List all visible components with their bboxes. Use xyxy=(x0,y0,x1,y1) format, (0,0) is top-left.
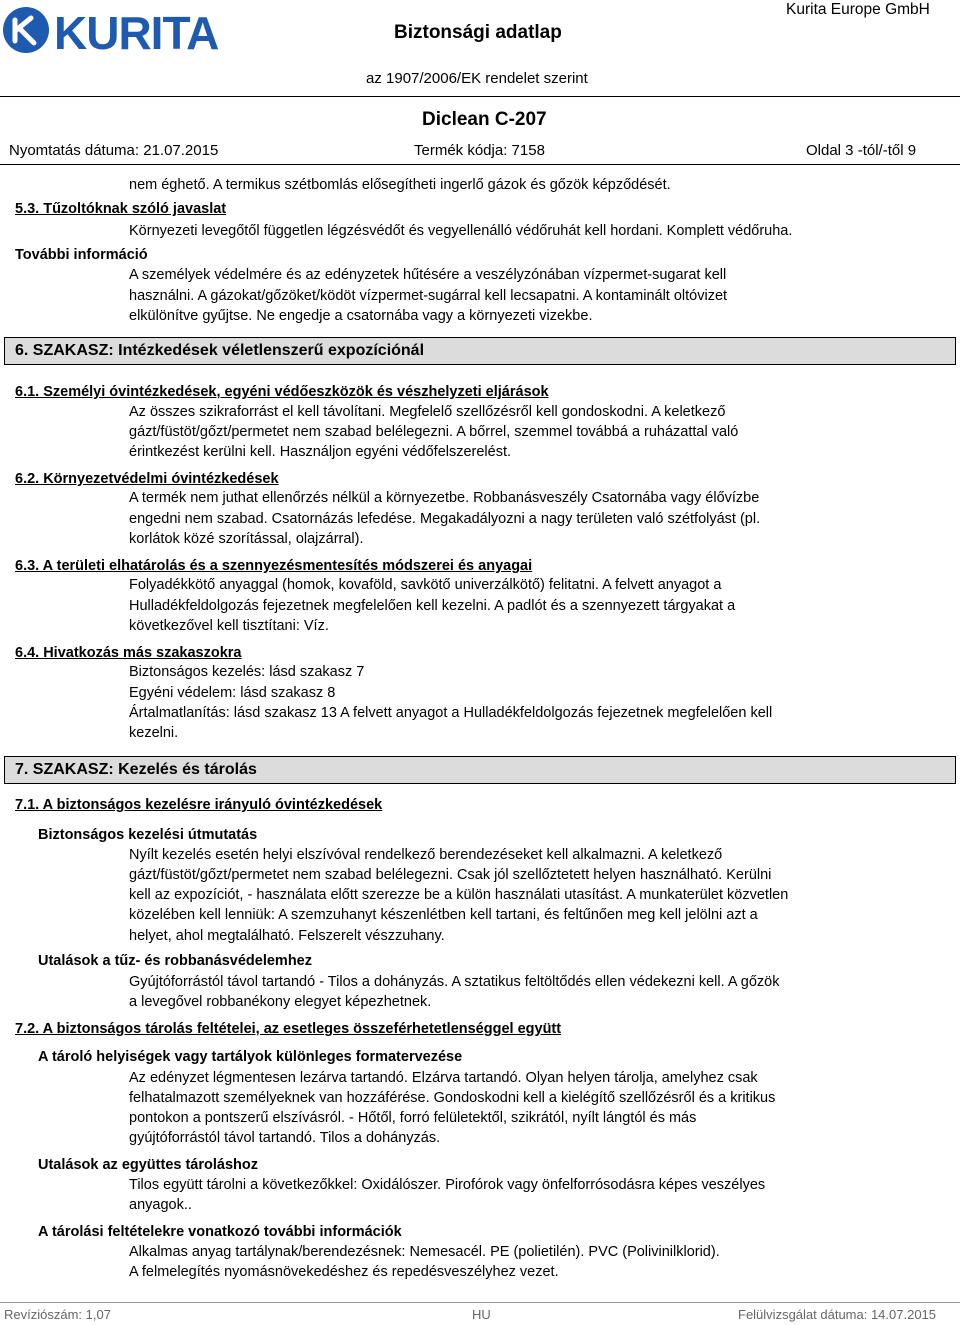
page-number: Oldal 3 -tól/-től 9 xyxy=(806,142,917,159)
s6-1-line: gázt/füstöt/gőzt/permetet nem szabad belélegezni. A bőrrel, szemmel továbbá a ruházattal való xyxy=(129,424,739,440)
s6-1-line: érintkezést kerülni kell. Használjon egyéni védőfelszerelést. xyxy=(129,444,512,460)
revision-number: Revíziószám: 1,07 xyxy=(4,1307,111,1322)
document-title: Biztonsági adatlap xyxy=(394,22,562,43)
heading-joint-storage: Utalások az együttes tároláshoz xyxy=(38,1157,258,1173)
s6-2-line: A termék nem juthat ellenőrzés nélkül a környezetbe. Robbanásveszély Csatornába vagy élővízbe xyxy=(129,490,760,506)
heading-6-3: 6.3. A területi elhatárolás és a szennyezésmentesítés módszerei és anyagai xyxy=(15,558,533,574)
s6-4-line: Ártalmatlanítás: lásd szakasz 13 A felvett anyagot a Hulladékfeldolgozás fejezetnek megfelelően kell xyxy=(129,705,773,721)
heading-fire-protection: Utalások a tűz- és robbanásvédelemhez xyxy=(38,953,312,969)
kurita-logo xyxy=(2,3,227,58)
heading-7-1: 7.1. A biztonságos kezelésre irányuló óvintézkedések xyxy=(15,797,383,813)
s6-4-line: Egyéni védelem: lásd szakasz 8 xyxy=(129,685,336,701)
s6-1-line: Az összes szikraforrást el kell távolítani. Megfelelő szellőzésről kell gondoskodni. A keletkező xyxy=(129,404,726,420)
s5-continuation: nem éghető. A termikus szétbomlás elősegítheti ingerlő gázok és gőzök képződését. xyxy=(129,177,671,193)
handling-line: kell az expozíciót, - használata előtt szerezze be a külön használati utasítást. A munkaterület közvetlen xyxy=(129,887,789,903)
fire-line: a levegővel robbanékony elegyet képezhetnek. xyxy=(129,994,432,1010)
heading-safe-handling: Biztonságos kezelési útmutatás xyxy=(38,827,258,843)
joint-line: anyagok.. xyxy=(129,1197,192,1213)
fire-line: Gyújtóforrástól távol tartandó - Tilos a dohányzás. A sztatikus feltöltődés ellen védekezni kell. A gőzök xyxy=(129,974,780,990)
s6-3-line: következővel kell tisztítani: Víz. xyxy=(129,618,329,634)
heading-7-2: 7.2. A biztonságos tárolás feltételei, az esetleges összeférhetetlenséggel együtt xyxy=(15,1021,562,1037)
joint-line: Tilos együtt tárolni a következőkkel: Oxidálószer. Pirofórok vagy önfelforrósodásra képes veszélyes xyxy=(129,1177,766,1193)
review-date: Felülvizsgálat dátuma: 14.07.2015 xyxy=(738,1307,937,1322)
storage-info-line: Alkalmas anyag tartálynak/berendezésnek: Nemesacél. PE (polietilén). PVC (Polivinilklorid). xyxy=(129,1244,720,1260)
header-divider-bottom xyxy=(0,164,960,165)
s6-4-line: Biztonságos kezelés: lásd szakasz 7 xyxy=(129,664,365,680)
header-divider xyxy=(0,96,960,97)
print-date: Nyomtatás dátuma: 21.07.2015 xyxy=(9,142,219,159)
handling-line: gázt/füstöt/gőzt/permetet nem szabad belélegezni. Csak jól szellőztetett helyen használható. Kerülni xyxy=(129,867,772,883)
info-line: elkülönítve gyűjtse. Ne engedje a csatornába vagy a környezeti vizekbe. xyxy=(129,308,593,324)
handling-line: Nyílt kezelés esetén helyi elszívóval rendelkező berendezéseket kell alkalmazni. A keletkező xyxy=(129,847,723,863)
rooms-line: Az edényzet légmentesen lezárva tartandó. Elzárva tartandó. Olyan helyen tárolja, amelyhez csak xyxy=(129,1070,758,1086)
heading-further-info: További információ xyxy=(15,247,148,263)
s6-3-line: Folyadékkötő anyaggal (homok, kovaföld, savkötő univerzálkötő) felitatni. A felvett anyagot a xyxy=(129,577,722,593)
heading-5-3: 5.3. Tűzoltóknak szóló javaslat xyxy=(15,201,227,217)
footer-divider xyxy=(0,1302,960,1303)
heading-6-4: 6.4. Hivatkozás más szakaszokra xyxy=(15,645,242,661)
heading-6-1: 6.1. Személyi óvintézkedések, egyéni védőeszközök és vészhelyzeti eljárások xyxy=(15,384,549,400)
s6-3-line: Hulladékfeldolgozás fejezetnek megfelelően kell kezelni. A padlót és a szennyezett tárgyakat a xyxy=(129,598,736,614)
info-line: A személyek védelmére és az edényzetek hűtésére a veszélyzónában vízpermet-sugarat kell xyxy=(129,267,727,283)
section-6-header: 6. SZAKASZ: Intézkedések véletlenszerű expozíciónál xyxy=(4,337,956,365)
s6-4-line: kezelni. xyxy=(129,725,179,741)
handling-line: helyet, ahol megtalálható. Felszerelt vészzuhany. xyxy=(129,928,445,944)
info-line: használni. A gázokat/gőzöket/ködöt vízpermet-sugárral kell lecsapatni. A kontaminált oltóvizet xyxy=(129,288,728,304)
regulation: az 1907/2006/EK rendelet szerint xyxy=(366,70,588,87)
s5-3-text: Környezeti levegőtől független légzésvédőt és vegyellenálló védőruhát kell hordani. Komplett védőruha. xyxy=(129,223,793,239)
company-name: Kurita Europe GmbH xyxy=(786,1,930,18)
product-code: Termék kódja: 7158 xyxy=(414,142,545,159)
language-code: HU xyxy=(472,1307,491,1322)
product-name: Diclean C-207 xyxy=(422,109,547,130)
heading-6-2: 6.2. Környezetvédelmi óvintézkedések xyxy=(15,471,279,487)
section-7-header: 7. SZAKASZ: Kezelés és tárolás xyxy=(4,756,956,784)
heading-storage-rooms: A tároló helyiségek vagy tartályok különleges formatervezése xyxy=(38,1049,463,1065)
heading-storage-info: A tárolási feltételekre vonatkozó további információk xyxy=(38,1224,402,1240)
rooms-line: felhatalmazott személyeknek van hozzáférése. Gondoskodni kell a kielégítő szellőzésről és a kritikus xyxy=(129,1090,776,1106)
rooms-line: pontokon a pontszerű elszívásról. - Hőtől, forró felületektől, szikrától, nyílt lángtól és más xyxy=(129,1110,697,1126)
rooms-line: gyújtóforrástól távol tartandó. Tilos a dohányzás. xyxy=(129,1130,441,1146)
s6-2-line: korlátok közé szorítással, olajzárral). xyxy=(129,531,364,547)
handling-line: közelében kell lenniük: A szemzuhanyt készenlétben kell tartani, és feltűnően meg kell jelölni azt a xyxy=(129,907,758,923)
storage-info-line: A felmelegítés nyomásnövekedéshez és repedésveszélyhez vezet. xyxy=(129,1264,559,1280)
s6-2-line: engedni nem szabad. Csatornázás lefedése. Megakadályozni a nagy területen való szétfolyást (pl. xyxy=(129,511,761,527)
logo-text: KURITA xyxy=(54,7,219,58)
